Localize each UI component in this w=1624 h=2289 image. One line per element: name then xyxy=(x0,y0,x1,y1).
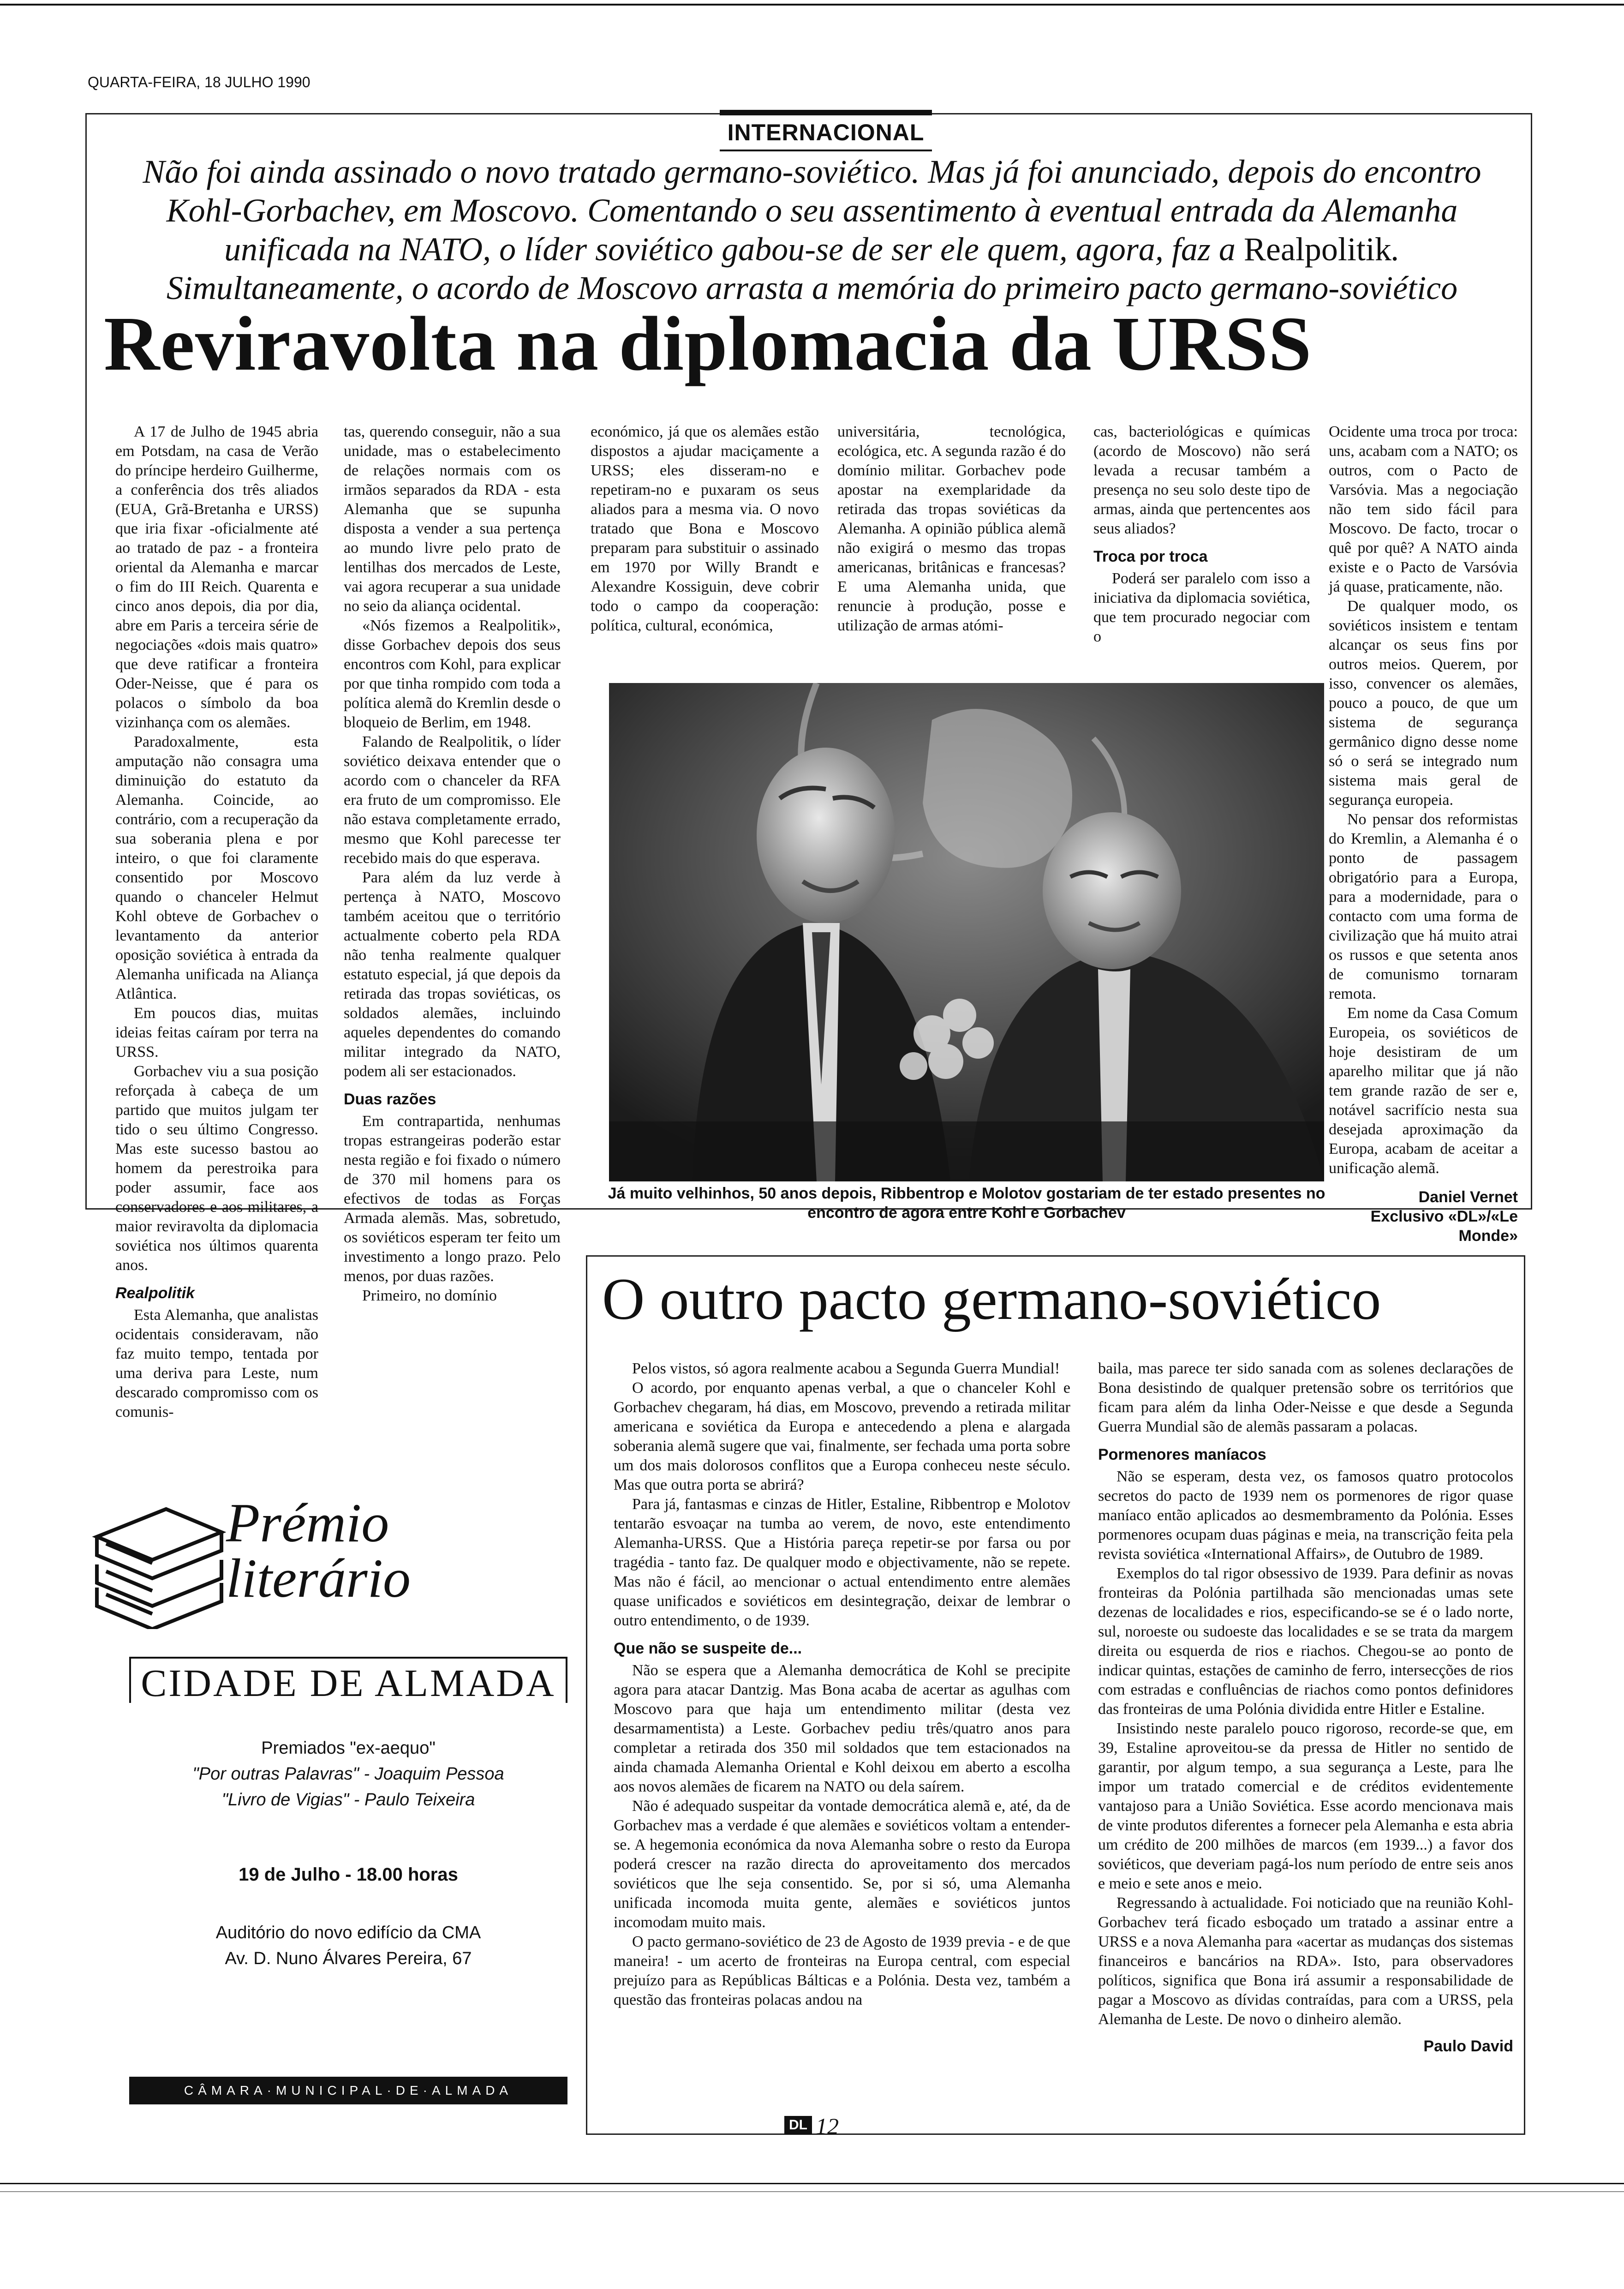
standfirst-text-1: Não foi ainda assinado o novo tratado germano-soviético. Mas já foi anunciado, depois do encontro Kohl-Gorbachev, em Moscovo. Comentando o seu assentimento à eventual entrada da Alemanha unificada na NATO, o líder soviético gabou-se de ser ele quem, agora, faz a xyxy=(143,153,1481,268)
paragraph: Pelos vistos, só agora realmente acabou a Segunda Guerra Mundial! xyxy=(632,1360,1060,1377)
ad-line: Auditório do novo edifício da CMA xyxy=(215,1923,481,1942)
ad-city-name: CIDADE DE ALMADA xyxy=(141,1662,556,1705)
paragraph: Poderá ser paralelo com isso a iniciativa da diplomacia soviética, que tem procurado negociar com o xyxy=(1093,570,1310,645)
lead-column-3 xyxy=(591,422,819,665)
page-number: 12 xyxy=(816,2113,839,2139)
paragraph: baila, mas parece ter sido sanada com as solenes declarações de Bona desistindo de qualquer pretensão sobre os territórios que ficam para além da linha Oder-Neisse e que desde a Segunda Guerra Mundial são de alemãs passaram a polacas. xyxy=(1098,1360,1513,1435)
paragraph: A 17 de Julho de 1945 abria em Potsdam, na casa de Verão do príncipe herdeiro Guilherme, a conferência dos três aliados (EUA, Grã-Bretanha e URSS) que iria fixar -oficialmente até ao tratado de paz - a fronteira oriental da Alemanha e marcar o fim do III Reich. Quarenta e cinco anos depois, dia por dia, abre em Paris a terceira série de negociações «dois mais quatro» que deve ratificar a fronteira Oder-Neisse, que é para os polacos o símbolo da boa vizinhança com os alemães. xyxy=(115,423,318,731)
paragraph: Exemplos do tal rigor obsessivo de 1939. Para definir as novas fronteiras da Polónia partilhada são mencionadas umas sete dezenas de localidades e rios, especificando-se se é o lado norte, sul, noroeste ou sudoeste das localidades e se se trata da margem direita ou esquerda de rios e riachos. Chegou-se ao ponto de indicar quintas, estações de caminho de ferro, intersecções de rios com estradas e confluências de riachos como pontos definidores das fronteiras de uma Polónia dividida entre Hitler e Estaline. xyxy=(1098,1565,1513,1718)
literary-prize-ad xyxy=(88,1486,572,2114)
lead-column-6 xyxy=(1329,422,1518,1246)
subhead-troca-por-troca: Troca por troca xyxy=(1093,548,1208,565)
section-rule xyxy=(720,110,932,115)
paragraph: Falando de Realpolitik, o líder soviético deixava entender que o acordo com o chanceler da RFA era fruto de um compromisso. Ele não estava completamente errado, mesmo que Kohl parecesse ter recebido mais do que esperava. xyxy=(344,733,561,867)
paragraph: tas, querendo conseguir, não a sua unidade, mas o estabelecimento de relações normais com os irmãos separados da RDA - esta Alemanha que se supunha disposta a vender a sua pertença ao mundo livre pelo prato de lentilhas dos mercados de Leste, vai agora recuperar a sua unidade no seio da aliança ocidental. xyxy=(344,423,561,615)
second-headline: O outro pacto germano-soviético xyxy=(602,1266,1381,1332)
ad-date-time: 19 de Julho - 18.00 horas xyxy=(239,1864,458,1885)
paragraph: No pensar dos reformistas do Kremlin, a Alemanha é o ponto de passagem obrigatório para a Europa, para a modernidade, para o contacto com uma forma de civilização que há muito atrai os russos e que setenta anos de comunismo tornaram remota. xyxy=(1329,811,1518,1002)
paragraph: Não se esperam, desta vez, os famosos quatro protocolos secretos do pacto de 1939 nem os pormenores de rigor quase maníaco então aplicados ao desmembramento da Polónia. Esses pormenores ocupam duas páginas e meia, na transcrição feita pela revista soviética «International Affairs», de Outubro de 1989. xyxy=(1098,1468,1513,1563)
dl-logo: DL xyxy=(784,2116,812,2134)
ad-line: Av. D. Nuno Álvares Pereira, 67 xyxy=(225,1949,472,1968)
paragraph: Não se espera que a Alemanha democrática de Kohl se precipite agora para atacar Dantzig. Mas Bona acaba de acertar as agulhas com Moscovo para que haja um entendimento militar (desta vez desarmamentista) a Leste. Gorbachev pediu três/quatro anos para completar a retirada dos 350 mil soldados que tem estacionados na ainda chamada Alemanha Oriental e Kohl deixou em aberto a escolha aos novos alemães de ficarem na NATO ou dela saírem. xyxy=(614,1662,1070,1795)
lead-column-2 xyxy=(344,422,561,1306)
ad-awards xyxy=(129,1735,567,1813)
subhead-pormenores-maniacos: Pormenores maníacos xyxy=(1098,1446,1266,1463)
lead-column-1 xyxy=(115,422,318,1422)
ad-footer-bar: CÂMARA·MUNICIPAL·DE·ALMADA xyxy=(129,2077,567,2104)
subhead-que-nao-se-suspeite: Que não se suspeite de... xyxy=(614,1640,802,1657)
top-rule xyxy=(0,4,1624,6)
ad-rule-left xyxy=(129,1657,131,1703)
lead-column-4 xyxy=(837,422,1066,665)
subhead-realpolitik: Realpolitik xyxy=(115,1284,195,1302)
lead-column-5 xyxy=(1093,422,1310,665)
subhead-duas-razoes: Duas razões xyxy=(344,1091,436,1108)
paragraph: Paradoxalmente, esta amputação não consagra uma diminuição do estatuto da Alemanha. Coincide, ao contrário, com a recuperação da sua soberania plena e por inteiro, o que foi claramente consentido por Moscovo quando o chanceler Helmut Kohl obteve de Gorbachev o levantamento da anterior oposição soviética à entrada da Alemanha unificada na Aliança Atlântica. xyxy=(115,733,318,1002)
bottom-rule xyxy=(0,2183,1624,2184)
main-headline: Reviravolta na diplomacia da URSS xyxy=(104,301,1312,387)
photo-kohl-gorbachev xyxy=(609,683,1324,1181)
section-underline xyxy=(720,150,932,151)
byline-daniel-vernet: Daniel Vernet Exclusivo «DL»/«Le Monde» xyxy=(1370,1188,1518,1245)
paragraph: Primeiro, no domínio xyxy=(362,1287,497,1304)
books-icon xyxy=(88,1500,226,1629)
ad-rule-top xyxy=(129,1657,567,1659)
paragraph: Esta Alemanha, que analistas ocidentais consideravam, não faz muito tempo, tentada por uma deriva para Leste, num descarado compromisso com os comunis- xyxy=(115,1306,318,1420)
standfirst-realpolitik: Realpolitik xyxy=(1243,231,1391,268)
paragraph: O pacto germano-soviético de 23 de Agosto de 1939 previa - e de que maneira! - um acerto de fronteiras na Europa central, com especial prejuízo para as Repúblicas Bálticas e a Polónia. Desta vez, também a questão das fronteiras polacas andou na xyxy=(614,1933,1070,2008)
paragraph: Gorbachev viu a sua posição reforçada à cabeça de um partido que muitos julgam ter tido o seu último Congresso. Mas este sucesso bastou ao homem da perestroika para poder assumir, face aos conservadores e aos militares, a maior reviravolta da diplomacia soviética nos últimos quarenta anos. xyxy=(115,1063,318,1274)
standfirst xyxy=(115,152,1509,307)
section-label: INTERNACIONAL xyxy=(727,120,925,145)
paragraph: cas, bacteriológicas e químicas (acordo de Moscovo) não será levada a recusar também a presença no seu solo deste tipo de armas, ainda que pertencentes aos seus aliados? xyxy=(1093,423,1310,537)
paragraph: Ocidente uma troca por troca: uns, acabam com a NATO; os outros, com o Pacto de Varsóvia. Mas a negociação não tem sido fácil para Moscovo. De facto, trocar o quê por quê? A NATO ainda existe e o Pacto de Varsóvia já quase, praticamente, não. xyxy=(1329,423,1518,595)
paragraph: Insistindo neste paralelo pouco rigoroso, recorde-se que, em 39, Estaline aproveitou-se da pressa de Hitler no sentido de garantir, por algum tempo, a sua segurança a Leste, para lhe impor um tratado comercial e de créditos evidentemente vantajoso para a União Soviética. Esse acordo mencionava mais de vinte produtos diferentes a fornecer pela Alemanha e esta abria um crédito de 200 milhões de marcos (em 1939...) a favor dos soviéticos, que deveriam pagá-los num período de entre seis anos e meio e sete anos e meio. xyxy=(1098,1720,1513,1892)
ad-venue xyxy=(129,1920,567,1971)
paragraph: Para já, fantasmas e cinzas de Hitler, Estaline, Ribbentrop e Molotov tentarão esvoaçar na tumba ao verem, de novo, este entendimento Alemanha-URSS. Que a História pareça repetir-se por farsa ou por tragédia - tanto faz. De qualquer modo e objectivamente, não se repete. Mas não é fácil, ao mencionar o actual entendimento entre alemães quase unificados e soviéticos em desintegração, deixar de lembrar o outro entendimento, o de 1939. xyxy=(614,1496,1070,1629)
ad-line: "Livro de Vigias" - Paulo Teixeira xyxy=(221,1790,475,1810)
paragraph: De qualquer modo, os soviéticos insistem e tentam alcançar os seus fins por outros meios. Querem, por isso, convencer os alemães, pouco a pouco, de que um sistema de segurança germânico digno desse nome só o será se integrado num sistema mais geral de segurança europeia. xyxy=(1329,598,1518,809)
ad-line: "Por outras Palavras" - Joaquim Pessoa xyxy=(192,1764,504,1784)
paragraph: Não é adequado suspeitar da vontade democrática alemã e, até, da de Gorbachev mas a verdade é que alemães e soviéticos voltam a entender-se. A hegemonia económica da nova Alemanha sobre o resto da Europa poderá crescer na razão directa do aproveitamento dos mercados soviéticos que lhe seja consentido. Se, por si só, uma Alemanha unificada incomoda muita gente, alemães e soviéticos juntos incomodam muito mais. xyxy=(614,1798,1070,1931)
ad-line: Premiados "ex-aequo" xyxy=(261,1738,436,1758)
paragraph: Em poucos dias, muitas ideias feitas caíram por terra na URSS. xyxy=(115,1005,318,1061)
paragraph: O acordo, por enquanto apenas verbal, a que o chanceler Kohl e Gorbachev chegaram, há dias, em Moscovo, prevendo a retirada militar americana e soviética da Europa e antecedendo a plena e alargada soberania alemã sugere que vai, finalmente, ser fechada uma porta sobre um dos mais dolorosos conflitos que a Europa conheceu neste século. Mas que outra porta se abrirá? xyxy=(614,1379,1070,1493)
photo-caption: Já muito velhinhos, 50 anos depois, Ribbentrop e Molotov gostariam de ter estado presentes no encontro de agora entre Kohl e Gorbachev xyxy=(608,1185,1325,1222)
paragraph: económico, já que os alemães estão dispostos a ajudar maciçamente a URSS; eles disseram-no e repetiram-no e puxaram os seus aliados para a mesma via. O novo tratado que Bona e Moscovo preparam para substituir o assinado em 1970 por Willy Brandt e Alexandre Kossiguin, deve cobrir todo o campo da cooperação: política, cultural, económica, xyxy=(591,423,819,634)
ad-rule-right xyxy=(566,1657,567,1703)
paragraph: «Nós fizemos a Realpolitik», disse Gorbachev depois dos seus encontros com Kohl, para explicar por que tinha rompido com toda a política alemã do Kremlin desde o bloqueio de Berlim, em 1948. xyxy=(344,617,561,731)
paragraph: Em contrapartida, nenhumas tropas estrangeiras poderão estar nesta região e foi fixado o número de 370 mil homens para os efectivos de todas as Forças Armada alemãs. Mas, sobretudo, os soviéticos esperam ter feito um investimento a longo prazo. Pelo menos, por duas razões. xyxy=(344,1113,561,1285)
paragraph: Para além da luz verde à pertença à NATO, Moscovo também aceitou que o território actualmente coberto pela RDA não tenha realmente qualquer estatuto especial, já que depois da retirada das tropas soviéticas, os soldados alemães, incluindo aqueles dependentes do comando militar integrado da NATO, podem ali ser estacionados. xyxy=(344,869,561,1080)
standfirst-text-2: . Simultaneamente, o acordo de Moscovo arrasta a memória do primeiro pacto germano-soviético xyxy=(166,231,1458,306)
paragraph: Em nome da Casa Comum Europeia, os soviéticos de hoje desistiram de um aparelho militar que já não tem grande razão de ser e, notável sacrifício nesta sua desejada aproximação da Europa, acabam de aceitar a unificação alemã. xyxy=(1329,1005,1518,1177)
second-column-b xyxy=(1098,1359,1513,2056)
ad-title-literario: literário xyxy=(226,1547,411,1609)
issue-date: QUARTA-FEIRA, 18 JULHO 1990 xyxy=(88,74,310,90)
photo-illustration xyxy=(609,683,1324,1181)
paragraph: universitária, tecnológica, ecológica, etc. A segunda razão é do domínio militar. Gorbachev pode apostar na exemplaridade da retirada das tropas soviéticas da Alemanha. A opinião pública alemã não exigirá o mesmo das tropas americanas, britânicas e francesas? E uma Alemanha unida, que renuncie à produção, posse e utilização de armas atómi- xyxy=(837,423,1066,634)
ad-title-premio: Prémio xyxy=(226,1492,389,1553)
second-column-a xyxy=(614,1359,1070,2010)
paragraph: Regressando à actualidade. Foi noticiado que na reunião Kohl-Gorbachev terá ficado esboçado um tratado a assinar entre a URSS e a nova Alemanha para «acertar as mudanças dos sistemas financeiros e bancários na RDA». Isto, para observadores políticos, significa que Bona irá assumir a responsabilidade de pagar a Moscovo as dívidas contraídas, para com a URSS, pela Alemanha de Leste. De novo o dinheiro alemão. xyxy=(1098,1894,1513,2028)
byline-paulo-david: Paulo David xyxy=(1423,2037,1513,2055)
bottom-rule-2 xyxy=(0,2191,1624,2192)
